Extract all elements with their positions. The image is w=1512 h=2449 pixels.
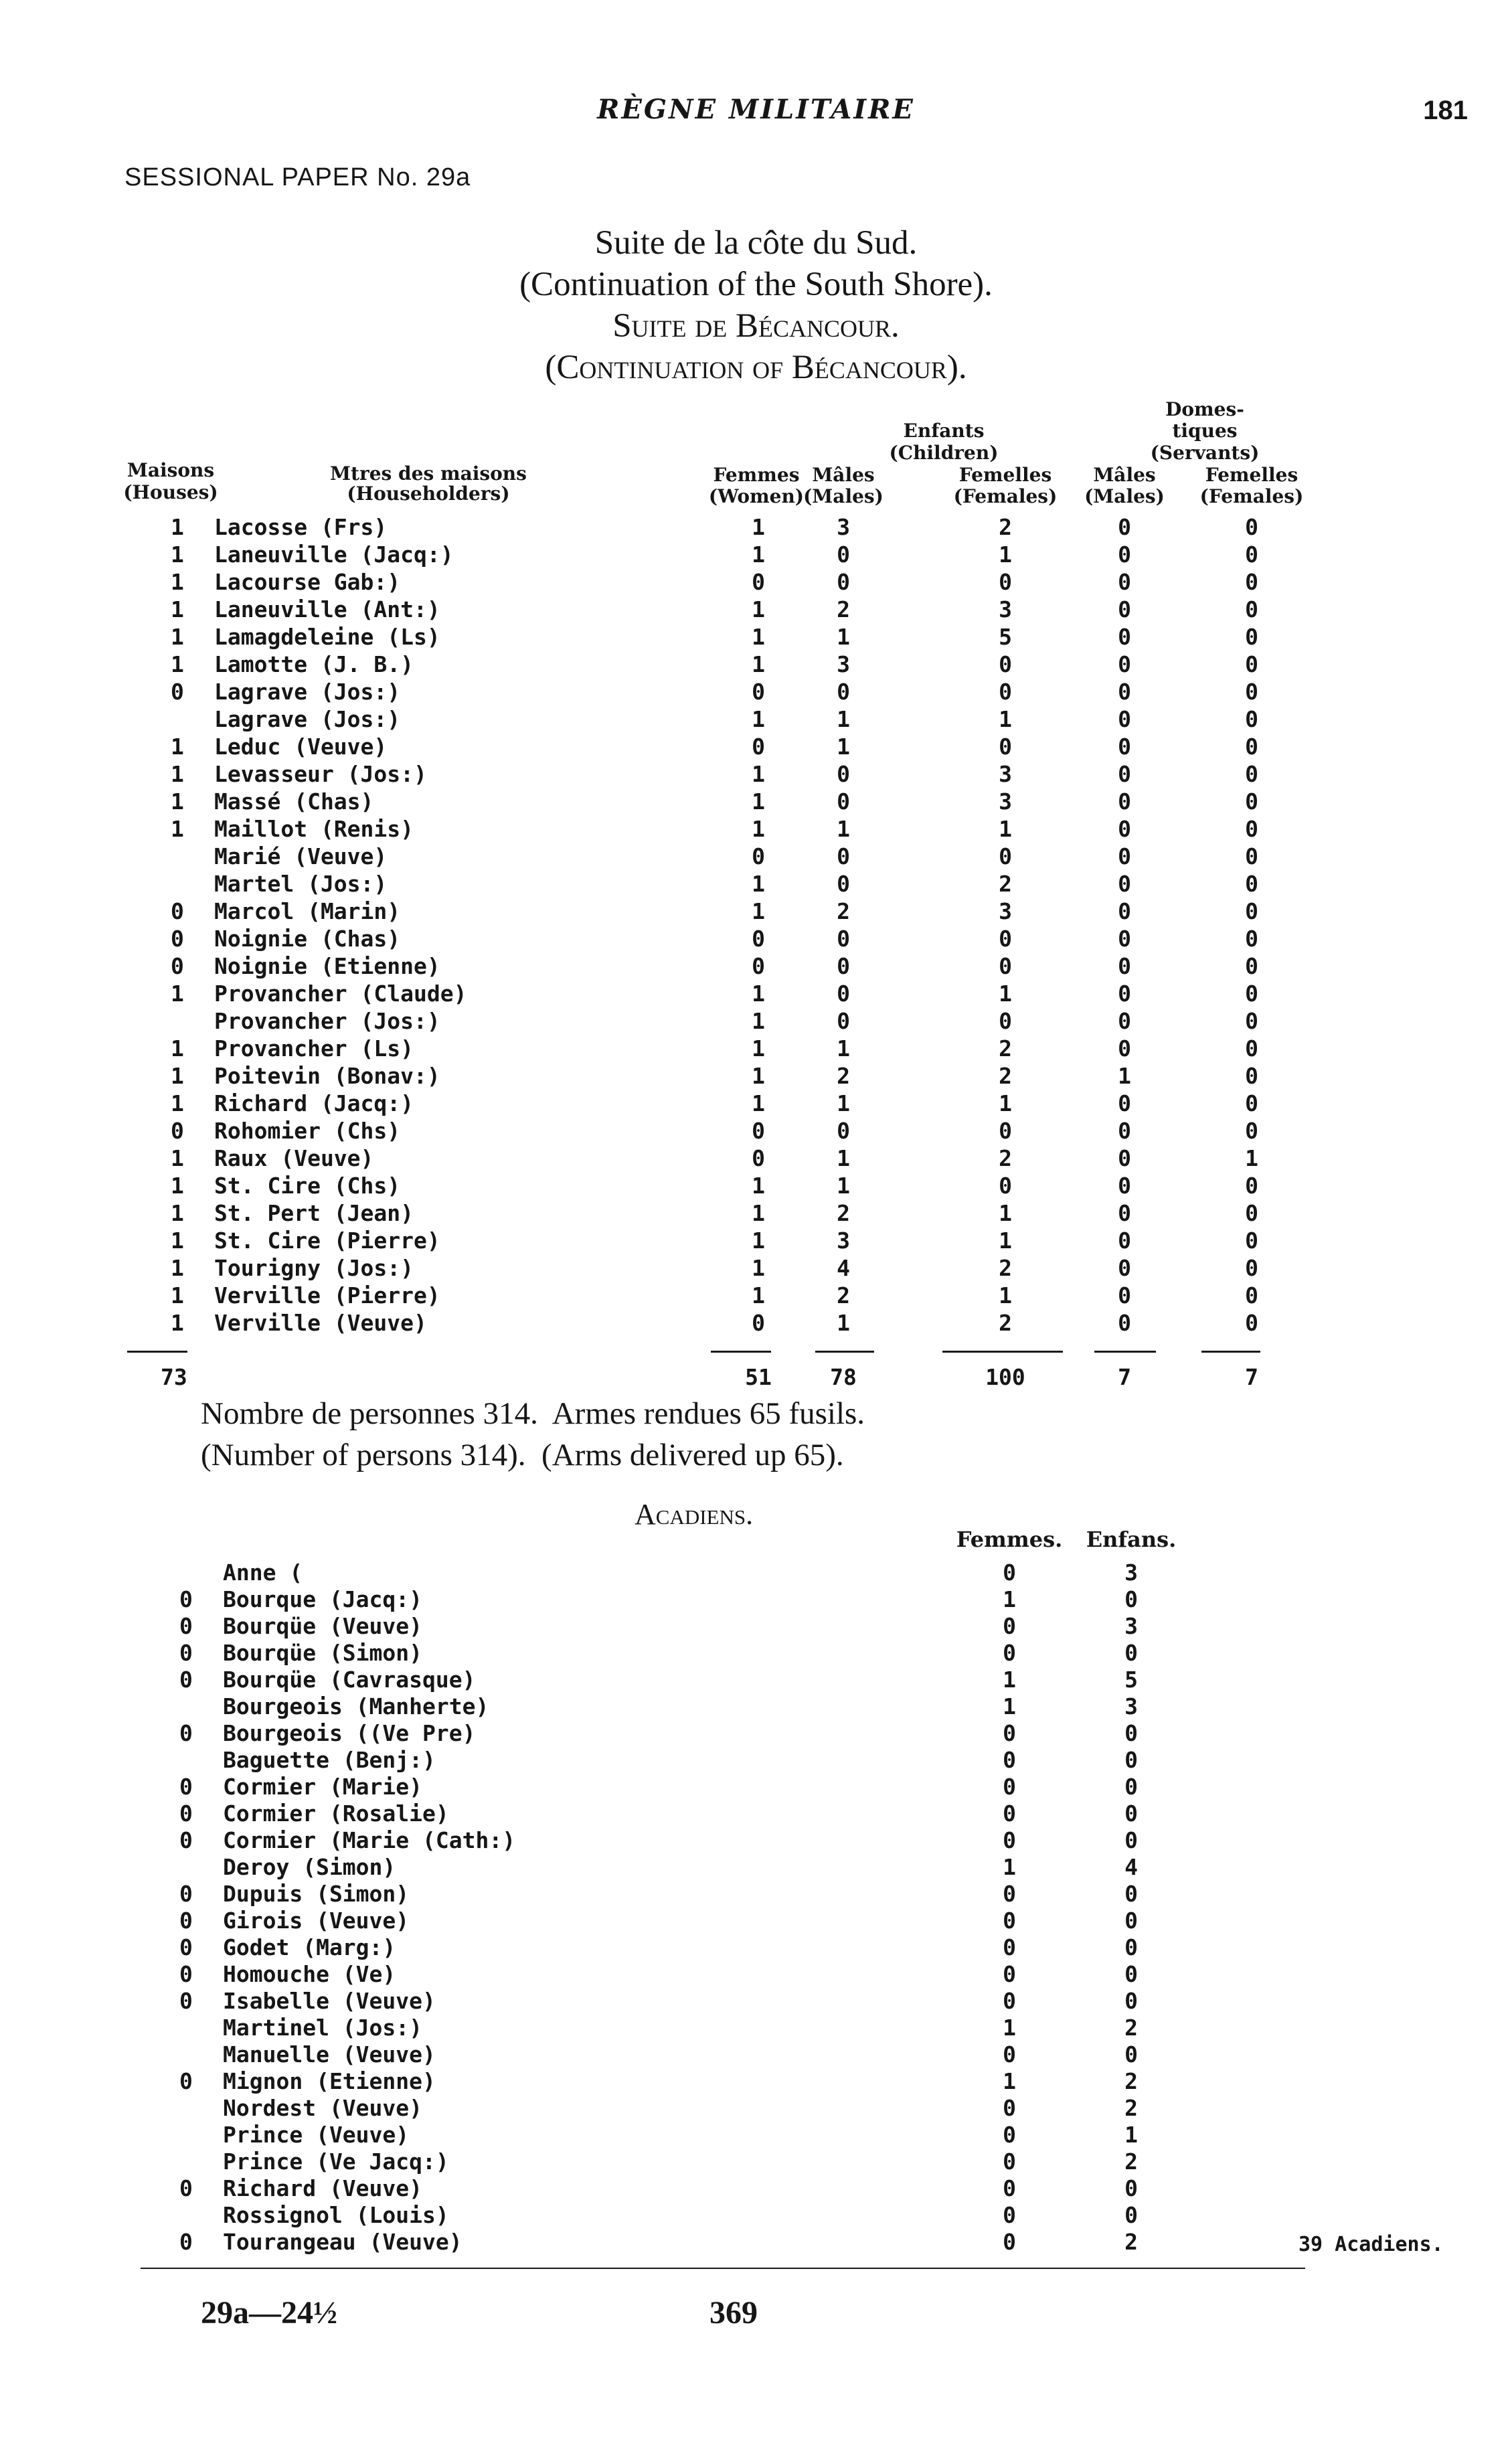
table-row: 1 Verville (Pierre) 1 2 1 0 0 <box>171 1282 1258 1308</box>
acadiens-header-femmes: Femmes. <box>956 1527 1063 1552</box>
header-women: (Women) <box>708 485 805 507</box>
header-mtres: Mtres des maisons <box>330 462 527 485</box>
footer-signature-code: 29a—24½ <box>201 2295 337 2331</box>
table-row: 0 Lagrave (Jos:) 0 0 0 0 0 <box>171 679 1258 705</box>
list-item: Anne ( 0 3 <box>223 1559 1138 1586</box>
header-males-en: (Males) <box>803 485 884 507</box>
list-item: Martinel (Jos:) 1 2 <box>223 2015 1138 2041</box>
total-rule-females <box>942 1351 1063 1353</box>
table-row: 1 Verville (Veuve) 0 1 2 0 0 <box>171 1310 1258 1336</box>
table-row: 1 Provancher (Claude) 1 0 1 0 0 <box>171 981 1258 1007</box>
list-item: Bourgeois (Manherte) 1 3 <box>223 1693 1138 1719</box>
table-row: 1 Tourigny (Jos:) 1 4 2 0 0 <box>171 1255 1258 1281</box>
header-servant-females-en: (Females) <box>1199 485 1304 507</box>
totals-row: 73 51 78 100 7 7 <box>161 1364 1258 1390</box>
list-item: Prince (Ve Jacq:) 0 2 <box>223 2148 1138 2175</box>
list-item: Manuelle (Veuve) 0 0 <box>223 2041 1138 2067</box>
header-houses: (Houses) <box>123 481 218 503</box>
header-males: Mâles <box>812 464 875 486</box>
acadiens-header-enfans: Enfans. <box>1086 1527 1177 1552</box>
list-item: Baguette (Benj:) 0 0 <box>223 1747 1138 1773</box>
table-row: 1 Lamotte (J. B.) 1 3 0 0 0 <box>171 651 1258 677</box>
list-item: 0 Cormier (Marie (Cath:) 0 0 <box>179 1827 1138 1853</box>
header-domestiques-1: Domes- <box>1165 398 1244 420</box>
table-row: 1 Lacosse (Frs) 1 3 2 0 0 <box>171 514 1258 540</box>
table-row: Provancher (Jos:) 1 0 0 0 0 <box>214 1008 1258 1034</box>
table-row: 1 Massé (Chas) 1 0 3 0 0 <box>171 788 1258 815</box>
header-servant-femelles: Femelles <box>1205 464 1298 486</box>
header-householders: (Householders) <box>347 483 510 505</box>
table-row: 0 Noignie (Chas) 0 0 0 0 0 <box>171 926 1258 952</box>
list-item: 0 Homouche (Ve) 0 0 <box>179 1961 1138 1987</box>
title-line-3: Suite de Bécancour. <box>612 307 900 345</box>
list-item: 0 Cormier (Marie) 0 0 <box>179 1774 1138 1800</box>
table-row: 0 Noignie (Etienne) 0 0 0 0 0 <box>171 953 1258 979</box>
list-item: 0 Bourqüe (Simon) 0 0 <box>179 1640 1138 1666</box>
header-children: (Children) <box>889 442 999 464</box>
list-item: Nordest (Veuve) 0 2 <box>223 2095 1138 2121</box>
table-row: Lagrave (Jos:) 1 1 1 0 0 <box>214 706 1258 732</box>
header-servant-males: Mâles <box>1093 464 1156 486</box>
summary-french: Nombre de personnes 314. Armes rendues 65 fusils. <box>201 1396 865 1431</box>
header-females-en: (Females) <box>953 485 1058 507</box>
header-servant-males-en: (Males) <box>1084 485 1165 507</box>
summary-english: (Number of persons 314). (Arms delivered up 65). <box>201 1438 844 1472</box>
header-domestiques-2: tiques <box>1172 420 1238 442</box>
table-row: 1 Maillot (Renis) 1 1 1 0 0 <box>171 816 1258 842</box>
footer-page-number: 369 <box>709 2295 758 2331</box>
table-row: 1 St. Cire (Chs) 1 1 0 0 0 <box>171 1173 1258 1199</box>
table-row: 0 Marcol (Marin) 1 2 3 0 0 <box>171 898 1258 924</box>
list-item: 0 Godet (Marg:) 0 0 <box>179 1934 1138 1960</box>
table-row: 1 Lacourse Gab:) 0 0 0 0 0 <box>171 569 1258 595</box>
table-row: 1 Levasseur (Jos:) 1 0 3 0 0 <box>171 761 1258 787</box>
header-maisons: Maisons <box>127 459 215 481</box>
title-line-2: (Continuation of the South Shore). <box>519 266 993 303</box>
table-row: 1 St. Pert (Jean) 1 2 1 0 0 <box>171 1200 1258 1226</box>
table-row: 1 Raux (Veuve) 0 1 2 0 1 <box>171 1145 1258 1171</box>
table-row: 0 Rohomier (Chs) 0 0 0 0 0 <box>171 1118 1258 1144</box>
table-row: 1 Provancher (Ls) 1 1 2 0 0 <box>171 1035 1258 1062</box>
table-row: 1 Laneuville (Jacq:) 1 0 1 0 0 <box>171 541 1258 568</box>
page-number: 181 <box>1423 96 1468 125</box>
list-item: 0 Bourqüe (Cavrasque) 1 5 <box>179 1667 1138 1693</box>
list-item: 0 Bourqüe (Veuve) 0 3 <box>179 1613 1138 1639</box>
acadiens-title: Acadiens. <box>635 1498 754 1531</box>
table-row: 1 Leduc (Veuve) 0 1 0 0 0 <box>171 734 1258 760</box>
table-row: 1 Poitevin (Bonav:) 1 2 2 1 0 <box>171 1063 1258 1089</box>
header-enfants: Enfants <box>903 420 985 442</box>
list-item: 0 Tourangeau (Veuve) 0 2 <box>179 2229 1138 2255</box>
table-row: Marié (Veuve) 0 0 0 0 0 <box>214 843 1258 869</box>
footer-rule <box>141 2268 1305 2269</box>
sessional-paper-label: SESSIONAL PAPER No. 29a <box>124 163 471 191</box>
table-row: Martel (Jos:) 1 0 2 0 0 <box>214 871 1258 897</box>
list-item: 0 Bourgeois ((Ve Pre) 0 0 <box>179 1720 1138 1746</box>
acadiens-count-note: 39 Acadiens. <box>1298 2233 1444 2256</box>
total-rule-maisons <box>127 1351 187 1353</box>
title-line-1: Suite de la côte du Sud. <box>594 224 918 262</box>
total-rule-servant-females <box>1201 1351 1260 1353</box>
total-rule-males <box>815 1351 874 1353</box>
list-item: 0 Cormier (Rosalie) 0 0 <box>179 1800 1138 1827</box>
list-item: Rossignol (Louis) 0 0 <box>223 2202 1138 2228</box>
list-item: Prince (Veuve) 0 1 <box>223 2122 1138 2148</box>
header-femmes: Femmes <box>713 464 800 486</box>
title-line-4: (Continuation of Bécancour). <box>545 349 967 386</box>
list-item: Deroy (Simon) 1 4 <box>223 1854 1138 1880</box>
table-row: 1 St. Cire (Pierre) 1 3 1 0 0 <box>171 1228 1258 1254</box>
list-item: 0 Mignon (Etienne) 1 2 <box>179 2068 1138 2094</box>
running-head: RÈGNE MILITAIRE <box>597 94 915 125</box>
list-item: 0 Girois (Veuve) 0 0 <box>179 1908 1138 1934</box>
table-row: 1 Lamagdeleine (Ls) 1 1 5 0 0 <box>171 624 1258 650</box>
table-row: 1 Richard (Jacq:) 1 1 1 0 0 <box>171 1090 1258 1116</box>
list-item: 0 Richard (Veuve) 0 0 <box>179 2175 1138 2201</box>
header-femelles: Femelles <box>958 464 1052 486</box>
list-item: 0 Dupuis (Simon) 0 0 <box>179 1881 1138 1907</box>
header-servants: (Servants) <box>1150 442 1260 464</box>
total-rule-servant-males <box>1094 1351 1156 1353</box>
list-item: 0 Bourque (Jacq:) 1 0 <box>179 1586 1138 1612</box>
total-rule-women <box>711 1351 771 1353</box>
list-item: 0 Isabelle (Veuve) 0 0 <box>179 1988 1138 2014</box>
table-row: 1 Laneuville (Ant:) 1 2 3 0 0 <box>171 596 1258 622</box>
